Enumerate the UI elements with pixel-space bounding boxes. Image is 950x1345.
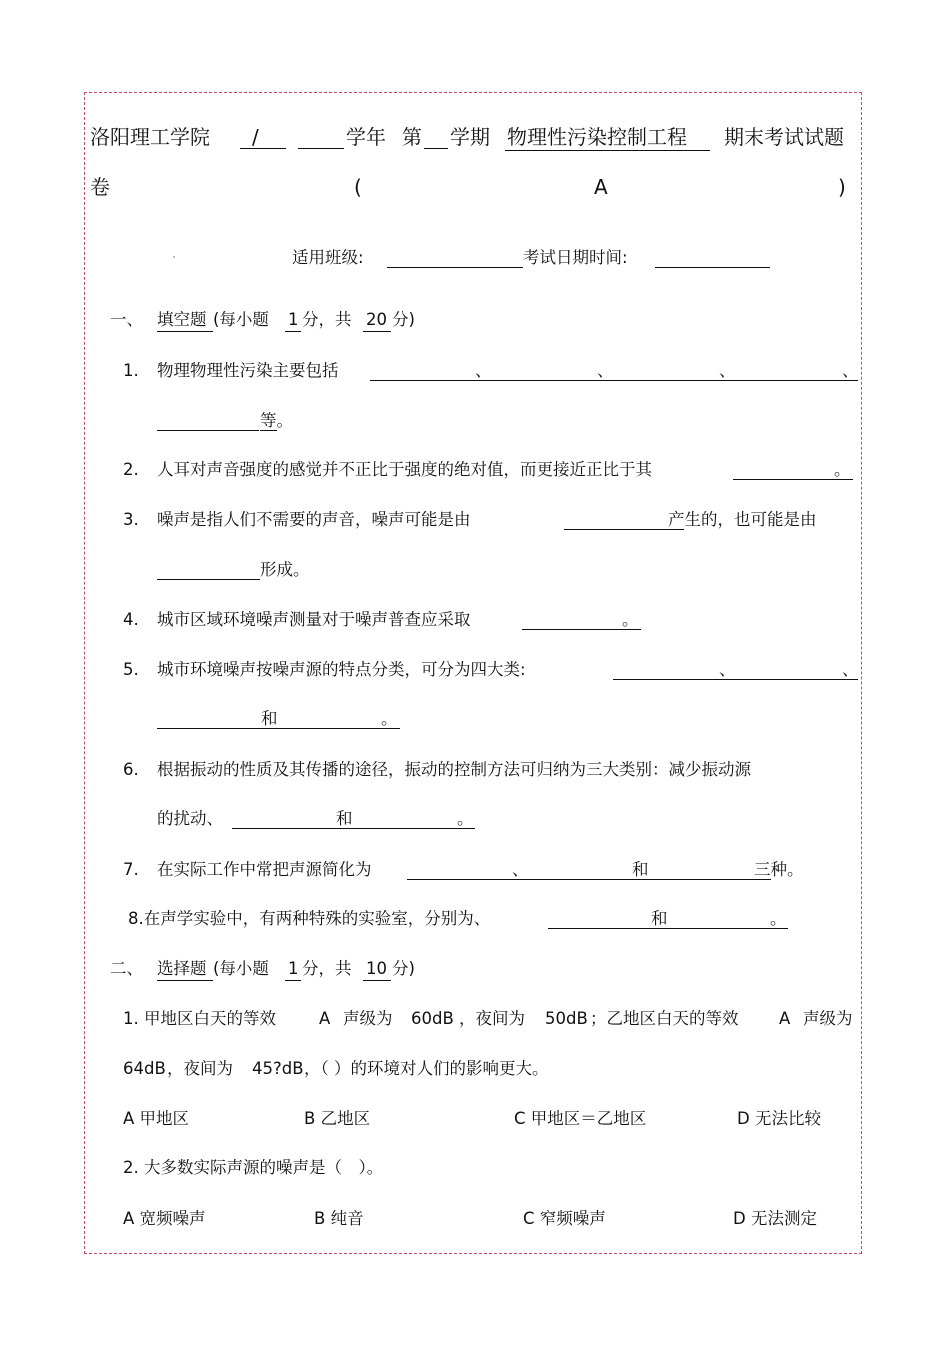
term-label: 学期 [450,125,490,149]
mc1-option-d: D 无法比较 [737,1109,821,1128]
section1-total: 20 [366,310,387,329]
q7-end: 三种。 [754,860,804,879]
q1-separator: 、 [842,361,859,380]
q1-answer-line [370,380,858,381]
mc1-stem: 声级为 [343,1009,393,1028]
paper-type: A [594,175,608,199]
mc1-stem: A [779,1009,791,1028]
q2-text: 人耳对声音强度的感觉并不正比于强度的绝对值，而更接近正比于其 [157,460,652,479]
section1-per-score-underline [285,331,301,332]
q8-text: 8.在声学实验中，有两种特殊的实验室，分别为、 [128,909,491,928]
course-name: 物理性污染控制工程 [507,125,687,149]
q7-answer-line [407,879,771,880]
section1-title: 填空题 [157,310,207,329]
q8-end: 。 [770,909,787,928]
section2-title-underline [157,980,213,981]
mc1-stem: ；乙地区白天的等效 [590,1009,739,1028]
scan-speck [173,256,175,258]
mc1-stem: 1. 甲地区白天的等效 [123,1009,276,1028]
section2-score-mid: 分，共 [302,959,352,978]
q2-end: 。 [834,460,851,479]
q1-end-underline [260,430,277,431]
mc1-option-c: C 甲地区＝乙地区 [514,1109,647,1128]
q7-separator: 、 [512,860,529,879]
mc2-option-b: B 纯音 [314,1209,364,1228]
section2-total-underline [363,980,391,981]
q4-number: 4. [123,610,139,629]
q3-end: 形成。 [260,560,310,579]
q7-and: 和 [632,860,649,879]
section1-title-underline [157,331,213,332]
q3-mid: 产生的，也可能是由 [668,510,817,529]
q1-answer-line-2 [157,430,259,431]
mc1-stem: 50dB [545,1009,588,1028]
mc1-stem: 60dB [411,1009,454,1028]
mc2-option-d: D 无法测定 [733,1209,817,1228]
q5-text: 城市环境噪声按噪声源的特点分类，可分为四大类: [157,660,526,679]
mc1-stem: 声级为 [803,1009,853,1028]
section1-total-underline [363,331,391,332]
mc1-stem: ，夜间为 [167,1059,233,1078]
section2-per-score-underline [285,980,301,981]
q4-text: 城市区域环境噪声测量对于噪声普查应采取 [157,610,471,629]
mc2-option-c: C 窄频噪声 [523,1209,606,1228]
q6-and: 和 [336,809,353,828]
mc1-option-a: A 甲地区 [123,1109,190,1128]
section2-per-score: 1 [288,959,299,978]
q5-separator: 、 [842,660,859,679]
year-label: 学年 [346,125,386,149]
section2-score-open: (每小题 [213,959,269,978]
section1-score-mid: 分，共 [302,310,352,329]
date-label: 考试日期时间: [523,248,628,267]
mc1-stem: 45?dB [252,1059,304,1078]
q5-end: 。 [381,709,398,728]
q3-number: 3. [123,510,139,529]
q6-end: 。 [457,809,474,828]
paper-paren-open: ( [354,175,362,199]
class-label: 适用班级: [292,248,364,267]
q7-number: 7. [123,860,139,879]
section2-number: 二、 [110,959,143,978]
q6-text: 根据振动的性质及其传播的途径，振动的控制方法可归纳为三大类别：减少振动源 [157,760,751,779]
q5-answer-line-2 [157,728,400,729]
section2-title: 选择题 [157,959,207,978]
paper-paren-close: ) [838,175,846,199]
q3-answer-line-2 [157,579,260,580]
q5-number: 5. [123,660,139,679]
q6-number: 6. [123,760,139,779]
q1-text: 物理物理性污染主要包括 [157,361,339,380]
class-blank [387,267,523,268]
section1-score-open: (每小题 [213,310,269,329]
exam-title: 期末考试试题 [724,125,844,149]
q6-answer-line [232,828,475,829]
q1-separator: 、 [719,361,736,380]
section1-number: 一、 [110,310,143,329]
section1-per-score: 1 [288,310,299,329]
q1-end: 等。 [260,411,293,430]
mc2-stem: 2. 大多数实际声源的噪声是（ ）。 [123,1158,384,1177]
school-name: 洛阳理工学院 [90,125,210,149]
q3-answer-line [564,529,684,530]
mc2-option-a: A 宽频噪声 [123,1209,206,1228]
q7-text: 在实际工作中常把声源简化为 [157,860,372,879]
section1-score-close: 分) [392,310,415,329]
section2-score-close: 分) [392,959,415,978]
q8-answer-line [548,928,788,929]
juan-label: 卷 [90,175,110,199]
q5-separator: 、 [719,660,736,679]
term-prefix: 第 [402,125,422,149]
term-blank [424,148,448,149]
q2-number: 2. [123,460,139,479]
q5-answer-line [613,679,858,680]
year-end-blank [298,148,344,149]
q6-line2: 的扰动、 [157,809,223,828]
date-blank [655,267,770,268]
q3-text: 噪声是指人们不需要的声音，噪声可能是由 [157,510,471,529]
q4-end: 。 [622,610,639,629]
q1-separator: 、 [475,361,492,380]
q5-and: 和 [261,709,278,728]
q1-separator: 、 [597,361,614,380]
q1-number: 1. [123,361,139,380]
year-start-blank [240,148,286,149]
mc1-stem: A [319,1009,331,1028]
mc1-stem: ，（ ）的环境对人们的影响更大。 [304,1059,549,1078]
mc1-option-b: B 乙地区 [304,1109,371,1128]
mc1-stem: ，夜间为 [459,1009,525,1028]
mc1-stem: 64dB [123,1059,166,1078]
year-slash: / [252,125,259,149]
q8-and: 和 [651,909,668,928]
section2-total: 10 [366,959,387,978]
course-underline [505,150,710,151]
